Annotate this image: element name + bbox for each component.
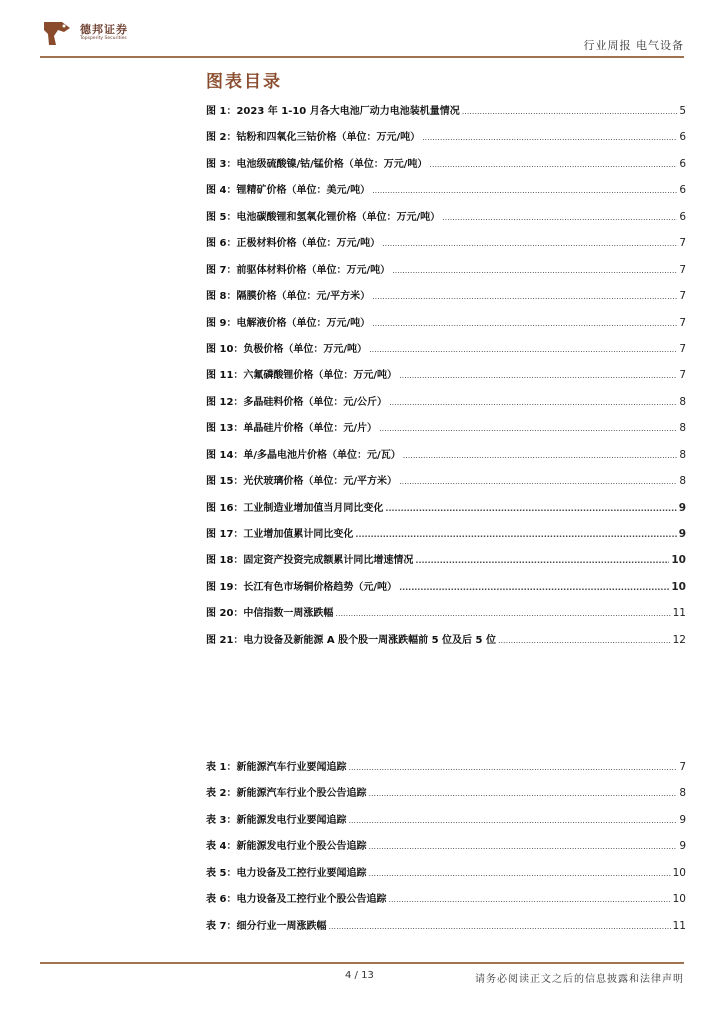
dot-leader xyxy=(379,423,677,434)
toc-figure-entry[interactable] xyxy=(206,314,686,340)
dot-leader xyxy=(369,344,677,355)
toc-table-entry-page: 10 xyxy=(672,893,686,906)
toc-table-entry-label: 表 2：新能源汽车行业个股公告追踪 xyxy=(206,788,367,800)
dot-leader xyxy=(403,450,678,461)
toc-figure-entry-label: 图 10：负极价格（单位：万元/吨） xyxy=(206,343,368,355)
figure-list xyxy=(206,102,686,657)
toc-figure-entry-label: 图 14：单/多晶电池片价格（单位：元/瓦） xyxy=(206,449,401,461)
toc-figure-entry-label: 图 19：长江有色市场铜价格趋势（元/吨） xyxy=(206,581,398,593)
toc-table-entry-label: 表 5：电力设备及工控行业要闻追踪 xyxy=(206,867,367,879)
toc-figure-entry[interactable] xyxy=(206,261,686,287)
toc-figure-entry-label: 图 12：多晶硅料价格（单位：元/公斤） xyxy=(206,396,388,408)
toc-table-entry[interactable] xyxy=(206,917,686,943)
toc-figure-entry-page: 9 xyxy=(678,501,686,514)
toc-figure-entry-page: 11 xyxy=(672,607,686,620)
toc-figure-entry[interactable] xyxy=(206,631,686,657)
dot-leader xyxy=(442,212,677,223)
toc-figure-entry-page: 7 xyxy=(679,263,686,276)
toc-figure-entry-label: 图 2：钴粉和四氧化三钴价格（单位：万元/吨） xyxy=(206,132,421,144)
dot-leader xyxy=(498,635,671,646)
toc-figure-entry-page: 7 xyxy=(679,237,686,250)
dot-leader xyxy=(399,582,669,593)
dot-leader xyxy=(429,159,677,170)
toc-figure-entry[interactable] xyxy=(206,551,686,577)
company-logo xyxy=(40,18,150,48)
toc-figure-entry-page: 6 xyxy=(679,157,686,170)
toc-table-entry-label: 表 4：新能源发电行业个股公告追踪 xyxy=(206,841,367,853)
toc-figure-entry-label: 图 3：电池级硫酸镍/钴/锰价格（单位：万元/吨） xyxy=(206,158,428,170)
toc-figure-entry-page: 7 xyxy=(679,290,686,303)
toc-figure-entry-label: 图 1：2023 年 1-10 月各大电池厂动力电池装机量情况 xyxy=(206,106,460,117)
toc-figure-entry-page: 12 xyxy=(672,633,686,646)
legal-disclaimer: 请务必阅读正文之后的信息披露和法律声明 xyxy=(475,974,684,985)
toc-figure-entry-label: 图 8：隔膜价格（单位：元/平方米） xyxy=(206,291,371,303)
toc-figure-entry-label: 图 13：单晶硅片价格（单位：元/片） xyxy=(206,423,378,435)
toc-figure-entry-page: 10 xyxy=(671,554,686,567)
toc-table-entry[interactable] xyxy=(206,864,686,890)
toc-figure-entry[interactable] xyxy=(206,499,686,525)
toc-figure-entry[interactable] xyxy=(206,155,686,181)
toc-figure-entry-label: 图 20：中信指数一周涨跌幅 xyxy=(206,608,334,620)
dot-leader xyxy=(328,921,670,932)
company-logo-icon xyxy=(40,18,74,48)
toc-figure-entry[interactable] xyxy=(206,419,686,445)
toc-figure-entry[interactable] xyxy=(206,578,686,604)
toc-table-entry[interactable] xyxy=(206,758,686,784)
toc-figure-entry[interactable] xyxy=(206,102,686,128)
toc-figure-entry[interactable] xyxy=(206,446,686,472)
toc-figure-entry-page: 6 xyxy=(679,184,686,197)
dot-leader xyxy=(422,132,677,143)
toc-figure-entry[interactable] xyxy=(206,181,686,207)
toc-figure-entry[interactable] xyxy=(206,208,686,234)
toc-figure-entry-label: 图 18：固定资产投资完成额累计同比增速情况 xyxy=(206,555,414,567)
dot-leader xyxy=(388,894,670,905)
toc-figure-entry-label: 图 4：锂精矿价格（单位：美元/吨） xyxy=(206,185,371,197)
table-list xyxy=(206,758,686,943)
toc-table-entry-label: 表 1：新能源汽车行业要闻追踪 xyxy=(206,762,347,773)
toc-table-entry-page: 7 xyxy=(679,761,686,773)
toc-figure-entry[interactable] xyxy=(206,525,686,551)
dot-leader xyxy=(389,397,677,408)
toc-figure-entry[interactable] xyxy=(206,604,686,630)
toc-figure-entry[interactable] xyxy=(206,128,686,154)
toc-figure-entry-page: 7 xyxy=(679,369,686,382)
toc-figure-entry-label: 图 21：电力设备及新能源 A 股个股一周涨跌幅前 5 位及后 5 位 xyxy=(206,634,496,646)
toc-table-entry-page: 8 xyxy=(679,787,686,800)
toc-table-entry-label: 表 3：新能源发电行业要闻追踪 xyxy=(206,814,347,826)
toc-figure-entry-label: 图 11：六氟磷酸锂价格（单位：万元/吨） xyxy=(206,370,398,382)
company-subtitle: Topsperity Securities xyxy=(80,36,127,41)
toc-title: 图表目录 xyxy=(206,72,282,92)
dot-leader xyxy=(372,318,677,329)
dot-leader xyxy=(348,815,677,826)
toc-figure-entry-page: 7 xyxy=(679,342,686,355)
dot-leader xyxy=(368,788,677,799)
dot-leader xyxy=(348,762,677,773)
dot-leader xyxy=(462,106,678,117)
toc-figure-entry[interactable] xyxy=(206,366,686,392)
toc-figure-entry-page: 6 xyxy=(679,131,686,144)
toc-figure-entry[interactable] xyxy=(206,393,686,419)
toc-table-entry-page: 11 xyxy=(672,919,686,932)
toc-figure-entry-page: 8 xyxy=(679,448,686,461)
dot-leader xyxy=(335,608,670,619)
toc-table-entry-label: 表 6：电力设备及工控行业个股公告追踪 xyxy=(206,894,387,906)
toc-table-entry-page: 9 xyxy=(679,840,686,853)
toc-figure-entry-page: 8 xyxy=(679,395,686,408)
toc-figure-entry-page: 10 xyxy=(671,580,686,593)
dot-leader xyxy=(392,265,677,276)
dot-leader xyxy=(368,841,677,852)
toc-table-entry-page: 10 xyxy=(672,866,686,879)
toc-figure-entry-label: 图 5：电池碳酸锂和氢氧化锂价格（单位：万元/吨） xyxy=(206,211,441,223)
dot-leader xyxy=(372,291,677,302)
toc-figure-entry-label: 图 6：正极材料价格（单位：万元/吨） xyxy=(206,238,381,250)
toc-figure-entry-page: 7 xyxy=(679,316,686,329)
toc-table-entry[interactable] xyxy=(206,837,686,863)
toc-figure-entry-label: 图 17：工业增加值累计同比变化 xyxy=(206,529,354,540)
toc-figure-entry[interactable] xyxy=(206,472,686,498)
toc-table-entry[interactable] xyxy=(206,784,686,810)
dot-leader xyxy=(382,238,677,249)
toc-figure-entry-page: 8 xyxy=(679,422,686,435)
toc-figure-entry-label: 图 9：电解液价格（单位：万元/吨） xyxy=(206,317,371,329)
toc-table-entry[interactable] xyxy=(206,890,686,916)
footer-divider xyxy=(40,962,684,964)
toc-figure-entry-page: 6 xyxy=(679,210,686,223)
toc-figure-entry-label: 图 7：前驱体材料价格（单位：万元/吨） xyxy=(206,264,391,276)
dot-leader xyxy=(372,185,677,196)
report-type: 行业周报 电气设备 xyxy=(583,39,684,52)
header-divider xyxy=(40,56,684,58)
toc-table-entry-label: 表 7：细分行业一周涨跌幅 xyxy=(206,920,327,932)
dot-leader xyxy=(399,476,677,487)
toc-figure-entry-page: 8 xyxy=(679,475,686,488)
dot-leader xyxy=(385,503,676,514)
toc-figure-entry-page: 9 xyxy=(678,528,686,540)
dot-leader xyxy=(415,555,669,566)
dot-leader xyxy=(399,370,677,381)
toc-table-entry-page: 9 xyxy=(679,813,686,826)
toc-figure-entry-label: 图 15：光伏玻璃价格（单位：元/平方米） xyxy=(206,476,398,488)
toc-figure-entry[interactable] xyxy=(206,287,686,313)
company-name: 德邦证券 xyxy=(80,23,128,36)
toc-figure-entry-page: 5 xyxy=(679,105,686,117)
dot-leader xyxy=(368,868,670,879)
toc-figure-entry[interactable] xyxy=(206,340,686,366)
dot-leader xyxy=(355,529,676,540)
toc-figure-entry[interactable] xyxy=(206,234,686,260)
toc-figure-entry-label: 图 16：工业制造业增加值当月同比变化 xyxy=(206,502,384,514)
toc-table-entry[interactable] xyxy=(206,811,686,837)
page-number: 4 / 13 xyxy=(345,970,374,981)
